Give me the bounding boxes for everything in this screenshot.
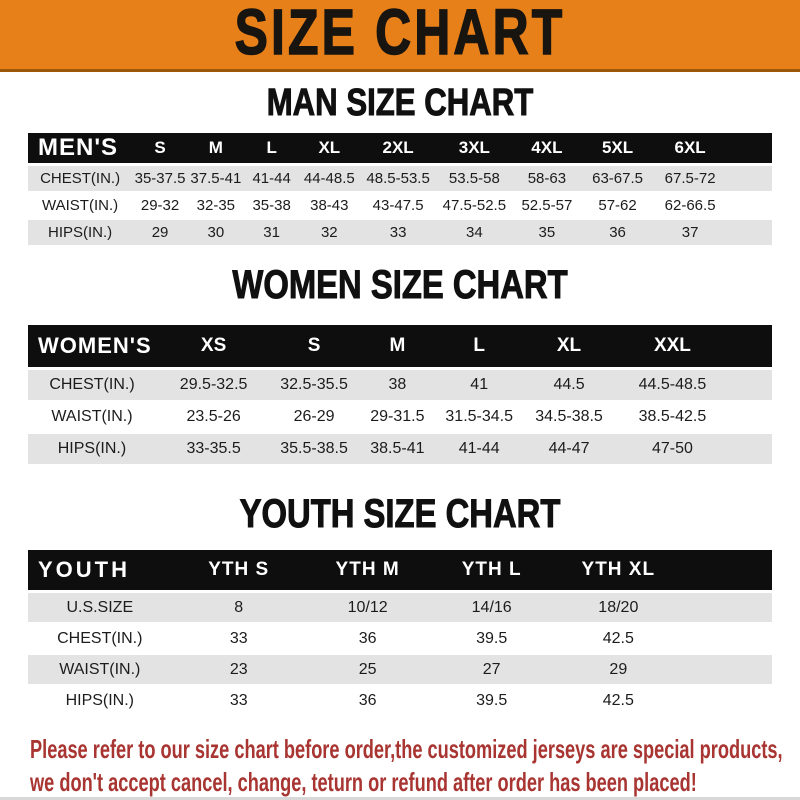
youth-section-heading: YOUTH SIZE CHART — [239, 492, 561, 536]
size-value-cell: 38-43 — [300, 192, 360, 219]
size-value-cell: 44.5-48.5 — [618, 369, 728, 402]
measurement-row-label: HIPS(IN.) — [28, 685, 172, 716]
size-value-cell: 47.5-52.5 — [437, 192, 511, 219]
size-column-header: 6XL — [653, 133, 727, 165]
size-value-cell: 8 — [172, 592, 306, 624]
men-size-table — [28, 133, 772, 247]
size-value-cell: 41 — [438, 369, 521, 402]
size-value-cell: 32.5-35.5 — [271, 369, 357, 402]
section-women — [0, 265, 800, 466]
size-value-cell: 34 — [437, 219, 511, 246]
size-value-cell: 18/20 — [554, 592, 683, 624]
measurement-row-label: WAIST(IN.) — [28, 192, 132, 219]
size-value-cell: 43-47.5 — [359, 192, 437, 219]
size-value-cell: 48.5-53.5 — [359, 165, 437, 193]
size-value-cell: 39.5 — [429, 623, 554, 654]
size-value-cell: 31 — [244, 219, 300, 246]
size-value-cell: 29-31.5 — [357, 401, 438, 433]
size-value-cell: 34.5-38.5 — [520, 401, 617, 433]
size-column-header: 4XL — [512, 133, 583, 165]
size-value-cell: 35 — [512, 219, 583, 246]
table-row — [28, 219, 772, 246]
size-value-cell: 67.5-72 — [653, 165, 727, 193]
size-value-cell: 44.5 — [520, 369, 617, 402]
size-column-header: 5XL — [582, 133, 653, 165]
size-column-header: YTH S — [172, 550, 306, 592]
banner-title: SIZE CHART — [234, 0, 566, 68]
size-value-cell: 37.5-41 — [188, 165, 244, 193]
table-row — [28, 192, 772, 219]
men-table-header-row — [28, 133, 772, 165]
size-column-header: YTH XL — [554, 550, 683, 592]
size-value-cell: 57-62 — [582, 192, 653, 219]
size-value-cell: 35-38 — [244, 192, 300, 219]
size-column-header: M — [357, 325, 438, 369]
measurement-row-label: WAIST(IN.) — [28, 654, 172, 685]
size-column-header: L — [438, 325, 521, 369]
size-column-header: XL — [520, 325, 617, 369]
header-filler — [683, 550, 772, 592]
row-filler — [727, 192, 772, 219]
row-filler — [727, 401, 772, 433]
row-filler — [683, 592, 772, 624]
size-value-cell: 36 — [582, 219, 653, 246]
size-value-cell: 41-44 — [438, 433, 521, 465]
size-column-header: XS — [156, 325, 271, 369]
size-column-header: S — [132, 133, 188, 165]
measurement-row-label: U.S.SIZE — [28, 592, 172, 624]
size-column-header: S — [271, 325, 357, 369]
size-value-cell: 36 — [306, 623, 430, 654]
size-value-cell: 35.5-38.5 — [271, 433, 357, 465]
size-value-cell: 38.5-41 — [357, 433, 438, 465]
row-filler — [683, 654, 772, 685]
measurement-row-label: HIPS(IN.) — [28, 219, 132, 246]
measurement-row-label: CHEST(IN.) — [28, 623, 172, 654]
size-value-cell: 23.5-26 — [156, 401, 271, 433]
size-value-cell: 14/16 — [429, 592, 554, 624]
size-value-cell: 26-29 — [271, 401, 357, 433]
table-row — [28, 401, 772, 433]
table-row — [28, 369, 772, 402]
women-table-header-row — [28, 325, 772, 369]
size-value-cell: 25 — [306, 654, 430, 685]
size-column-header: 3XL — [437, 133, 511, 165]
size-value-cell: 33 — [359, 219, 437, 246]
size-column-header: 2XL — [359, 133, 437, 165]
size-value-cell: 39.5 — [429, 685, 554, 716]
table-row — [28, 685, 772, 716]
size-value-cell: 33 — [172, 685, 306, 716]
size-value-cell: 42.5 — [554, 685, 683, 716]
size-value-cell: 44-48.5 — [300, 165, 360, 193]
header-filler — [727, 325, 772, 369]
size-value-cell: 41-44 — [244, 165, 300, 193]
measurement-row-label: CHEST(IN.) — [28, 369, 156, 402]
size-value-cell: 29 — [554, 654, 683, 685]
size-column-header: M — [188, 133, 244, 165]
women-section-heading: WOMEN SIZE CHART — [232, 263, 568, 307]
footer-line-2: we don't accept cancel, change, teturn or refund after order has been placed! — [30, 767, 697, 798]
youth-size-table — [28, 550, 772, 717]
size-value-cell: 30 — [188, 219, 244, 246]
size-value-cell: 10/12 — [306, 592, 430, 624]
women-size-table — [28, 325, 772, 466]
measurement-row-label: WAIST(IN.) — [28, 401, 156, 433]
youth-table-corner-label: YOUTH — [28, 550, 172, 592]
size-chart-banner — [0, 0, 800, 72]
footer-line-1: Please refer to our size chart before order,the customized jerseys are special products, — [30, 734, 783, 764]
row-filler — [727, 433, 772, 465]
size-value-cell: 32-35 — [188, 192, 244, 219]
size-value-cell: 63-67.5 — [582, 165, 653, 193]
size-column-header: XL — [300, 133, 360, 165]
size-value-cell: 44-47 — [520, 433, 617, 465]
size-value-cell: 27 — [429, 654, 554, 685]
row-filler — [683, 623, 772, 654]
size-value-cell: 29-32 — [132, 192, 188, 219]
size-column-header: YTH M — [306, 550, 430, 592]
size-value-cell: 52.5-57 — [512, 192, 583, 219]
youth-table-header-row — [28, 550, 772, 592]
header-filler — [727, 133, 772, 165]
table-row — [28, 592, 772, 624]
size-value-cell: 37 — [653, 219, 727, 246]
section-youth — [0, 494, 800, 717]
footer-note — [30, 733, 800, 799]
size-value-cell: 36 — [306, 685, 430, 716]
size-value-cell: 58-63 — [512, 165, 583, 193]
section-men — [0, 84, 800, 247]
women-table-corner-label: WOMEN'S — [28, 325, 156, 369]
size-value-cell: 38.5-42.5 — [618, 401, 728, 433]
size-value-cell: 31.5-34.5 — [438, 401, 521, 433]
size-value-cell: 29 — [132, 219, 188, 246]
size-column-header: YTH L — [429, 550, 554, 592]
size-value-cell: 42.5 — [554, 623, 683, 654]
size-column-header: XXL — [618, 325, 728, 369]
measurement-row-label: CHEST(IN.) — [28, 165, 132, 193]
table-row — [28, 654, 772, 685]
size-value-cell: 53.5-58 — [437, 165, 511, 193]
men-section-heading: MAN SIZE CHART — [266, 82, 534, 124]
table-row — [28, 165, 772, 193]
size-value-cell: 29.5-32.5 — [156, 369, 271, 402]
row-filler — [683, 685, 772, 716]
row-filler — [727, 219, 772, 246]
size-value-cell: 33 — [172, 623, 306, 654]
table-row — [28, 433, 772, 465]
size-value-cell: 23 — [172, 654, 306, 685]
size-value-cell: 38 — [357, 369, 438, 402]
men-table-corner-label: MEN'S — [28, 133, 132, 165]
size-value-cell: 33-35.5 — [156, 433, 271, 465]
row-filler — [727, 165, 772, 193]
size-value-cell: 47-50 — [618, 433, 728, 465]
size-value-cell: 32 — [300, 219, 360, 246]
measurement-row-label: HIPS(IN.) — [28, 433, 156, 465]
size-column-header: L — [244, 133, 300, 165]
size-value-cell: 62-66.5 — [653, 192, 727, 219]
row-filler — [727, 369, 772, 402]
table-row — [28, 623, 772, 654]
size-value-cell: 35-37.5 — [132, 165, 188, 193]
